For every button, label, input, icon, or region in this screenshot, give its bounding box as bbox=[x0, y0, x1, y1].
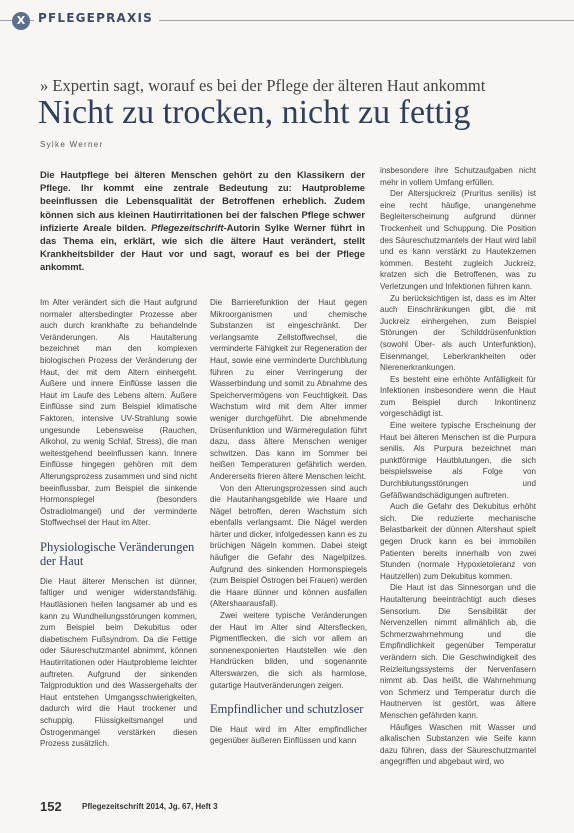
section-heading: Empfindlicher und schutzloser bbox=[210, 702, 364, 717]
paragraph: Die Haut älterer Menschen ist dünner, faltiger und weniger widerstandsfähig. Hautläsionen heilen langsamer ab und es kann zu Wundheilungsstörungen kommen, zum Beispiel beim Dekubitus oder diabetischem Fußsyndrom. Da die Fettige oder Säureschutzmantel abnimmt, können Hautirritationen oder Hautprobleme leichter auftreten. Aufgrund der sinkenden Talgproduktion und des Wassergehalts der Haut entstehen Umgangsschwierigkeiten, dadurch wird die Haut trockener und schuppig. Flüssigkeitsmangel und Östrogenmangel verstärken diesen Prozess zusätzlich. bbox=[40, 576, 197, 749]
article-kicker: » Expertin sagt, worauf es bei der Pflege der älteren Haut ankommt bbox=[40, 76, 486, 95]
paragraph: Eine weitere typische Erscheinung der Haut bei älteren Menschen ist die Purpura senilis. Als Purpura bezeichnet man punktförmige Hautblutungen, die sich beispielsweise als Folge von Durchblutungsstörungen und Gefäßwandschädigungen auftreten. bbox=[380, 421, 536, 500]
paragraph: Die Haut wird im Alter empfindlicher gegenüber äußeren Einflüssen und kann bbox=[210, 724, 367, 746]
article-author: Sylke Werner bbox=[40, 140, 104, 149]
paragraph: Die Haut ist das Sinnesorgan und die Hautalterung beeinträchtigt auch dieses Sensorium. Die Sensibilität der Nervenzellen nimmt allmählich ab, die Schmerzwahrnehmung und die Empfindlichkeit gegenüber Temperatur verändern sich. Die Geschwindigkeit des Reizleitungssystems der Nervenfasern nimmt ab. Das heißt, die Wahrnehmung von Schmerz und Temperatur durch die Hautnerven ist gestört, was ältere Menschen gefährden kann. bbox=[380, 583, 536, 720]
paragraph: Von den Alterungsprozessen sind auch die Hautanhangsgebilde wie Haare und Nägel betroffen, deren Wachstum sich ebenfalls verlangsamt. Die Nägel werden härter und dicker, infolgedessen kann es zu brüchigen Nägeln kommen. Dabei steigt häufiger die Gefahr des Nagelpilzes. Aufgrund des sinkenden Hormonspiegels (zum Beispiel Östrogen bei Frauen) werden die Haare dünner und können ausfallen (Altershaarausfall). bbox=[210, 483, 367, 609]
article-lead bbox=[40, 168, 365, 286]
paragraph: Es besteht eine erhöhte Anfälligkeit für Infektionen insbesondere wenn die Haut zum Beispiel durch Inkontinenz vorgeschädigt ist. bbox=[380, 374, 536, 419]
section-rubric: PFLEGEPRAXIS bbox=[34, 11, 159, 25]
paragraph: Die Barrierefunktion der Haut gegen Mikroorganismen und chemische Substanzen ist eingeschränkt. Der verlangsamte Zellstoffwechsel, die verminderte Fähigkeit zur Regeneration der Haut, sowie eine verminderte Durchblutung führen zu einer Verringerung der Wasserbindung und somit zu Abnahme des Speichervermögens von Feuchtigkeit. Das Wachstum wird mit dem Alter immer weniger durchgeführt. Die abnehmende Drüsenfunktion und Wärmeregulation führt dazu, dass ältere Menschen weniger schwitzen. Das kann im Sommer bei heißen Temperaturen gefährlich werden. Andererseits frieren ältere Menschen leicht. bbox=[210, 298, 367, 481]
body-column-1 bbox=[40, 297, 197, 762]
paragraph: Häufiges Waschen mit Wasser und alkalischen Substanzen wie Seife kann dazu führen, dass der Säureschutzmantel angegriffen und abgebaut wird, wo bbox=[380, 722, 536, 767]
body-column-3 bbox=[380, 165, 536, 780]
paragraph: Der Altersjuckreiz (Pruritus senilis) ist eine recht häufige, unangenehme Begleiterscheinung aufgrund dünner Trockenheit und Schuppung. Die Position des Säureschutzmantels der Haut wird labil und es kann verstärkt zu Hautekzemen kommen. Besteht zugleich Juckreiz, kratzen sich die Betroffenen, was zu Verletzungen und Infektionen führen kann. bbox=[380, 189, 536, 291]
lead-journal-name: Pflegezeitschrift bbox=[151, 221, 224, 233]
page-number: 152 bbox=[40, 799, 62, 814]
paragraph: Auch die Gefahr des Dekubitus erhöht sich. Die reduzierte mechanische Belastbarkeit der dünnen Altershaut spielt gegen Druck kann es bei immobilen Patienten bereits innerhalb von zwei Stunden (normale Hypoxietoleranz von Hautzellen) zum Dekubitus kommen. bbox=[380, 502, 536, 581]
section-heading: Physiologische Veränderungen der Haut bbox=[40, 539, 195, 569]
lead-text-1: Die Hautpflege bei älteren Menschen gehört zu den Klassikern der Pflege. Ihr kommt eine zentrale Bedeutung zu: Hautprobleme beeinflussen die Lebensqualität der Betroffenen erheblich. Zudem können sich aus kleinen Hautirritationen bei der falschen Pflege schwer infizierte Areale bilden. bbox=[40, 169, 365, 233]
journal-citation: Pflegezeitschrift 2014, Jg. 67, Heft 3 bbox=[82, 802, 218, 811]
paragraph: Im Alter verändert sich die Haut aufgrund normaler altersbedingter Prozesse aber auch durch krankhafte zu behandelnde Veränderungen. Als Hautalterung bezeichnet man den komplexen biologischen Prozess der Veränderung der Haut, der mit dem Altern einhergeht. Äußere und innere Einflüsse lassen die Haut im Laufe des Lebens altern. Äußere Einflüsse sind zum Beispiel klimatische Faktoren, intensive UV-Strahlung sowie ungesunde Lebensweise (Rauchen, Alkohol, zu wenig Schlaf, Stress), die man weitestgehend beeinflussen kann. Innere Einflüsse hingegen gehören mit dem Alterungsprozess zusammen und sind nicht beeinflussbar, zum Beispiel die sinkende Hormonspiegel (besonders Östradiolmangel) und der verminderte Stoffwechsel der Haut im Alter. bbox=[40, 298, 197, 528]
section-header bbox=[0, 0, 574, 38]
article-title: Nicht zu trocken, nicht zu fettig bbox=[38, 94, 471, 131]
paragraph: Zu berücksichtigen ist, dass es im Alter auch Einschränkungen gibt, die mit Juckreiz einhergehen, zum Beispiel Störungen der Schilddrüsenfunktion (sowohl Über- als auch Unterfunktion), Eisenmangel, Leberkrankheiten oder Nierenerkrankungen. bbox=[380, 293, 536, 373]
paragraph: Zwei weitere typische Veränderungen der Haut im Alter sind Altersflecken, Pigmentflecken, die sich vor allem an sonnenexponierten Hautstellen wie den Handrücken bilden, und sogenannte Alterswarzen, die sich als harmlose, gutartige Hautveränderungen zeigen. bbox=[210, 611, 367, 690]
body-column-2 bbox=[210, 297, 367, 762]
lead-text-2: -Autorin Sylke Werner führt in das Thema ein, erklärt, wie sich die ältere Haut verändert, stellt Krankheitsbilder der Haut vor und sagt, worauf es bei der Pflege ankommt. bbox=[40, 221, 365, 273]
page-footer bbox=[40, 799, 540, 815]
paragraph: insbesondere ihre Schutzaufgaben nicht mehr in vollem Umfang erfüllen. bbox=[380, 166, 536, 187]
section-badge-icon: X bbox=[12, 12, 30, 30]
